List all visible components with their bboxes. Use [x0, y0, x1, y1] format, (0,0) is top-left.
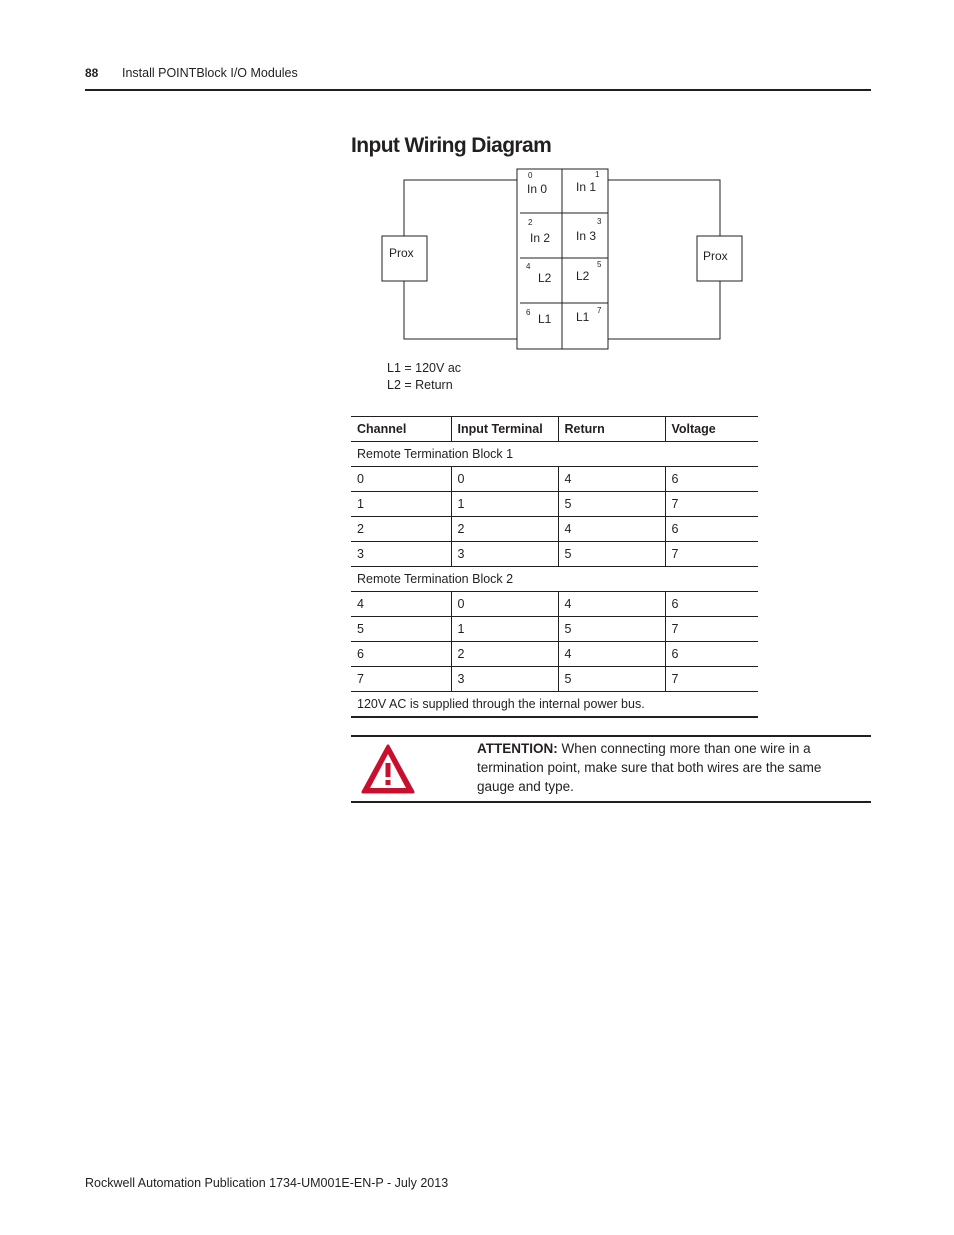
table-cell: 5 — [558, 492, 665, 517]
table-group-row — [351, 567, 758, 592]
terminal-number: 2 — [528, 218, 533, 227]
table-cell: 0 — [351, 467, 451, 492]
table-row — [351, 492, 758, 517]
legend-line: L1 = 120V ac — [387, 361, 462, 375]
table-row — [351, 517, 758, 542]
table-cell: 0 — [451, 467, 558, 492]
table-row — [351, 617, 758, 642]
chapter-title: Install POINTBlock I/O Modules — [122, 66, 298, 80]
table-cell: 7 — [665, 667, 758, 692]
column-header: Channel — [351, 417, 451, 442]
table-row — [351, 542, 758, 567]
table-row — [351, 667, 758, 692]
terminal-label: In 0 — [527, 182, 548, 196]
terminal-number: 5 — [597, 260, 602, 269]
table-cell: 7 — [665, 617, 758, 642]
terminal-number: 4 — [526, 262, 531, 271]
table-cell: 6 — [665, 517, 758, 542]
table-group-row — [351, 442, 758, 467]
group-label: Remote Termination Block 1 — [351, 442, 758, 467]
table-cell: 5 — [558, 617, 665, 642]
terminal-label: L1 — [576, 310, 590, 324]
channel-table — [351, 416, 758, 718]
terminal-label: L2 — [576, 269, 590, 283]
column-header: Input Terminal — [451, 417, 558, 442]
table-cell: 0 — [451, 592, 558, 617]
terminal-number: 7 — [597, 306, 602, 315]
table-row — [351, 642, 758, 667]
column-header: Return — [558, 417, 665, 442]
table-cell: 3 — [451, 667, 558, 692]
table-footnote: 120V AC is supplied through the internal power bus. — [351, 692, 758, 718]
terminal-label: In 1 — [576, 180, 597, 194]
table-cell: 5 — [558, 542, 665, 567]
table-cell: 3 — [451, 542, 558, 567]
table-row — [351, 592, 758, 617]
group-label: Remote Termination Block 2 — [351, 567, 758, 592]
table-cell: 2 — [451, 642, 558, 667]
table-cell: 6 — [351, 642, 451, 667]
warning-triangle-icon — [360, 743, 416, 795]
table-cell: 2 — [451, 517, 558, 542]
header-rule — [85, 89, 871, 91]
right-prox-label: Prox — [703, 249, 728, 263]
table-cell: 2 — [351, 517, 451, 542]
left-prox-label: Prox — [389, 246, 414, 260]
terminal-number: 1 — [595, 170, 600, 179]
terminal-number: 6 — [526, 308, 531, 317]
footer-publication: Rockwell Automation Publication 1734-UM001E-EN-P - July 2013 — [85, 1176, 449, 1190]
right-wire-top — [608, 180, 720, 236]
table-cell: 6 — [665, 467, 758, 492]
left-wire-top — [404, 180, 517, 236]
table-cell: 4 — [558, 642, 665, 667]
table-cell: 7 — [351, 667, 451, 692]
table-cell: 7 — [665, 542, 758, 567]
terminal-number: 0 — [528, 171, 533, 180]
wiring-diagram — [370, 160, 760, 355]
table-cell: 1 — [451, 492, 558, 517]
table-cell: 4 — [558, 592, 665, 617]
attention-label: ATTENTION: — [477, 741, 558, 756]
diagram-legend — [387, 360, 461, 394]
attention-message: When connecting more than one wire in a termination point, make sure that both wires are the same gauge and type. — [477, 741, 822, 794]
terminal-label: In 2 — [530, 231, 551, 245]
table-cell: 1 — [451, 617, 558, 642]
table-footnote-row — [351, 692, 758, 718]
table-cell: 6 — [665, 642, 758, 667]
table-cell: 1 — [351, 492, 451, 517]
legend-line: L2 = Return — [387, 378, 453, 392]
table-row — [351, 467, 758, 492]
table-cell: 5 — [351, 617, 451, 642]
right-wire-bottom — [608, 281, 720, 339]
table-cell: 4 — [558, 517, 665, 542]
table-cell: 3 — [351, 542, 451, 567]
page-number: 88 — [85, 66, 99, 80]
section-title: Input Wiring Diagram — [351, 134, 552, 157]
table-cell: 6 — [665, 592, 758, 617]
attention-text — [477, 739, 859, 796]
table-cell: 4 — [558, 467, 665, 492]
left-wire-bottom — [404, 281, 517, 339]
terminal-label: In 3 — [576, 229, 597, 243]
table-cell: 4 — [351, 592, 451, 617]
terminal-number: 3 — [597, 217, 602, 226]
table-cell: 7 — [665, 492, 758, 517]
column-header: Voltage — [665, 417, 758, 442]
terminal-label: L2 — [538, 271, 552, 285]
attention-box — [351, 735, 871, 803]
table-header-row — [351, 417, 758, 442]
table-cell: 5 — [558, 667, 665, 692]
terminal-label: L1 — [538, 312, 552, 326]
